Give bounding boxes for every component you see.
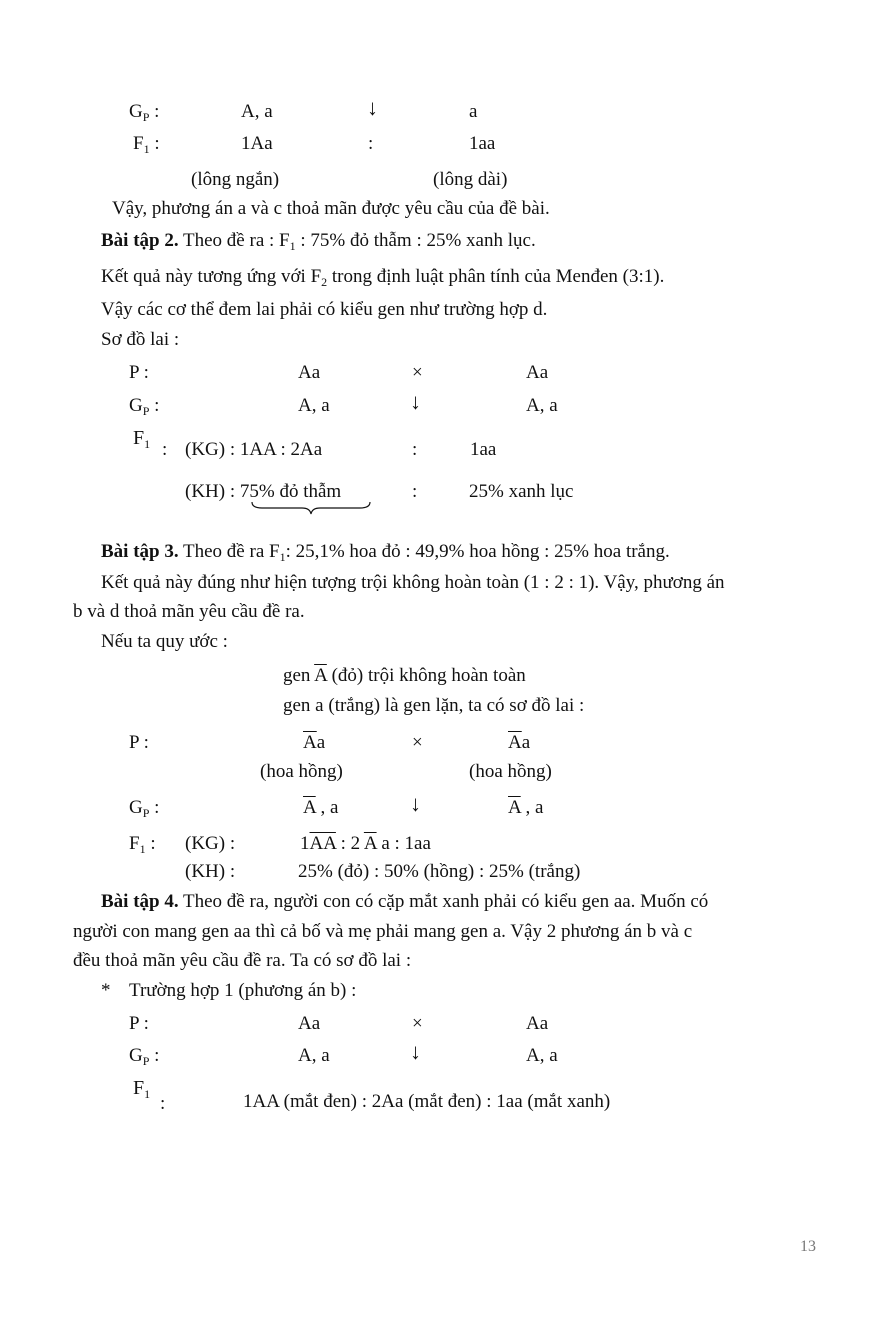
gp-right-gametes: $\overline{A}$ , a bbox=[508, 797, 544, 818]
phenotype-left: (lông ngắn) bbox=[191, 169, 280, 190]
p-left-genotype: Aa bbox=[298, 362, 321, 383]
convention-recessive: gen a (trắng) là gen lặn, ta có sơ đồ lai : bbox=[283, 695, 585, 716]
f1-label: $F_1$ bbox=[133, 427, 151, 451]
gp-label: $G_P$ : bbox=[129, 1045, 160, 1068]
gp-label: $G_P$ : bbox=[129, 797, 160, 820]
exercise-4-line3: đều thoả mãn yêu cầu đề ra. Ta có sơ đồ lai : bbox=[73, 950, 412, 971]
gp-left-gametes: A, a bbox=[298, 395, 330, 416]
cross-icon: × bbox=[412, 732, 423, 753]
f1-colon: : bbox=[162, 439, 168, 460]
convention-dominant: gen $\overline{A}$ (đỏ) trội không hoàn toàn bbox=[283, 665, 526, 686]
cross-icon: × bbox=[412, 1013, 423, 1034]
down-arrow-icon: ↓ bbox=[410, 389, 421, 414]
case-1-heading: Trường hợp 1 (phương án b) : bbox=[129, 980, 357, 1001]
gp-label: $G_P$ : bbox=[129, 101, 160, 124]
f1-label: $F_1$ : bbox=[129, 833, 156, 856]
kh-value: 25% (đỏ) : 50% (hồng) : 25% (trắng) bbox=[298, 861, 581, 882]
kh-label: (KH) : bbox=[185, 861, 236, 882]
exercise-4-intro: Bài tập 4. Theo đề ra, người con có cặp mắt xanh phải có kiểu gen aa. Muốn có bbox=[101, 891, 709, 912]
gp-left-gametes: A, a bbox=[241, 101, 273, 122]
page-number: 13 bbox=[800, 1238, 816, 1255]
p-right-genotype: $\overline{A}a$ bbox=[508, 732, 531, 753]
f1-separator: : bbox=[368, 133, 374, 154]
exercise-3-line2: Kết quả này đúng như hiện tượng trội không hoàn toàn (1 : 2 : 1). Vậy, phương án bbox=[101, 572, 725, 593]
f1-value: 1AA (mắt đen) : 2Aa (mắt đen) : 1aa (mắt xanh) bbox=[243, 1091, 611, 1112]
exercise-4-line2: người con mang gen aa thì cả bố và mẹ phải mang gen a. Vậy 2 phương án b và c bbox=[73, 921, 693, 942]
exercise-3-intro: Bài tập 3. Theo đề ra $F_1$: 25,1% hoa đỏ : 49,9% hoa hồng : 25% hoa trắng. bbox=[101, 541, 670, 564]
kg-separator: : bbox=[412, 439, 418, 460]
p-left-genotype: $\overline{A}a$ bbox=[303, 732, 326, 753]
f1-left: 1Aa bbox=[241, 133, 273, 154]
gp-right-gametes: A, a bbox=[526, 1045, 558, 1066]
down-arrow-icon: ↓ bbox=[367, 95, 378, 120]
kh-right: 25% xanh lục bbox=[469, 481, 574, 502]
underbrace-icon bbox=[250, 500, 372, 516]
exercise-2-line2: Kết quả này tương ứng với $F_2$ trong định luật phân tính của Menđen (3:1). bbox=[101, 266, 665, 289]
p-right-genotype: Aa bbox=[526, 1013, 549, 1034]
exercise-2-line4: Sơ đồ lai : bbox=[101, 329, 180, 350]
kg-label: (KG) : bbox=[185, 833, 236, 854]
kh-row: (KH) : 75% đỏ thẫm bbox=[185, 481, 342, 502]
exercise-2-intro: Bài tập 2. Theo đề ra : $F_1$ : 75% đỏ thẫm : 25% xanh lục. bbox=[101, 230, 536, 253]
bullet-icon: * bbox=[101, 980, 111, 1001]
conclusion-text: Vậy, phương án a và c thoả mãn được yêu cầu của đề bài. bbox=[112, 198, 550, 219]
p-label: P : bbox=[129, 732, 149, 753]
gp-label: $G_P$ : bbox=[129, 395, 160, 418]
kg-right: 1aa bbox=[470, 439, 497, 460]
gp-right-gametes: a bbox=[469, 101, 478, 122]
phenotype-right: (hoa hồng) bbox=[469, 761, 552, 782]
kg-value: $1\overline{AA}$ : 2 $\overline{A}$ a : 1aa bbox=[300, 833, 431, 854]
phenotype-right: (lông dài) bbox=[433, 169, 508, 190]
f1-right: 1aa bbox=[469, 133, 496, 154]
down-arrow-icon: ↓ bbox=[410, 1039, 421, 1064]
f1-label: $F_1$ bbox=[133, 1077, 151, 1101]
gp-right-gametes: A, a bbox=[526, 395, 558, 416]
gp-left-gametes: A, a bbox=[298, 1045, 330, 1066]
p-label: P : bbox=[129, 362, 149, 383]
cross-icon: × bbox=[412, 362, 423, 383]
phenotype-left: (hoa hồng) bbox=[260, 761, 343, 782]
p-left-genotype: Aa bbox=[298, 1013, 321, 1034]
exercise-2-line3: Vậy các cơ thể đem lai phải có kiểu gen như trường hợp d. bbox=[101, 299, 548, 320]
f1-label: $F_1$ : bbox=[133, 133, 160, 156]
kh-separator: : bbox=[412, 481, 418, 502]
exercise-3-line4: Nếu ta quy ước : bbox=[101, 631, 228, 652]
p-right-genotype: Aa bbox=[526, 362, 549, 383]
exercise-3-line3: b và d thoả mãn yêu cầu đề ra. bbox=[73, 601, 305, 622]
f1-colon: : bbox=[160, 1093, 166, 1114]
gp-left-gametes: $\overline{A}$ , a bbox=[303, 797, 339, 818]
down-arrow-icon: ↓ bbox=[410, 791, 421, 816]
p-label: P : bbox=[129, 1013, 149, 1034]
kg-row: (KG) : 1AA : 2Aa bbox=[185, 439, 323, 460]
